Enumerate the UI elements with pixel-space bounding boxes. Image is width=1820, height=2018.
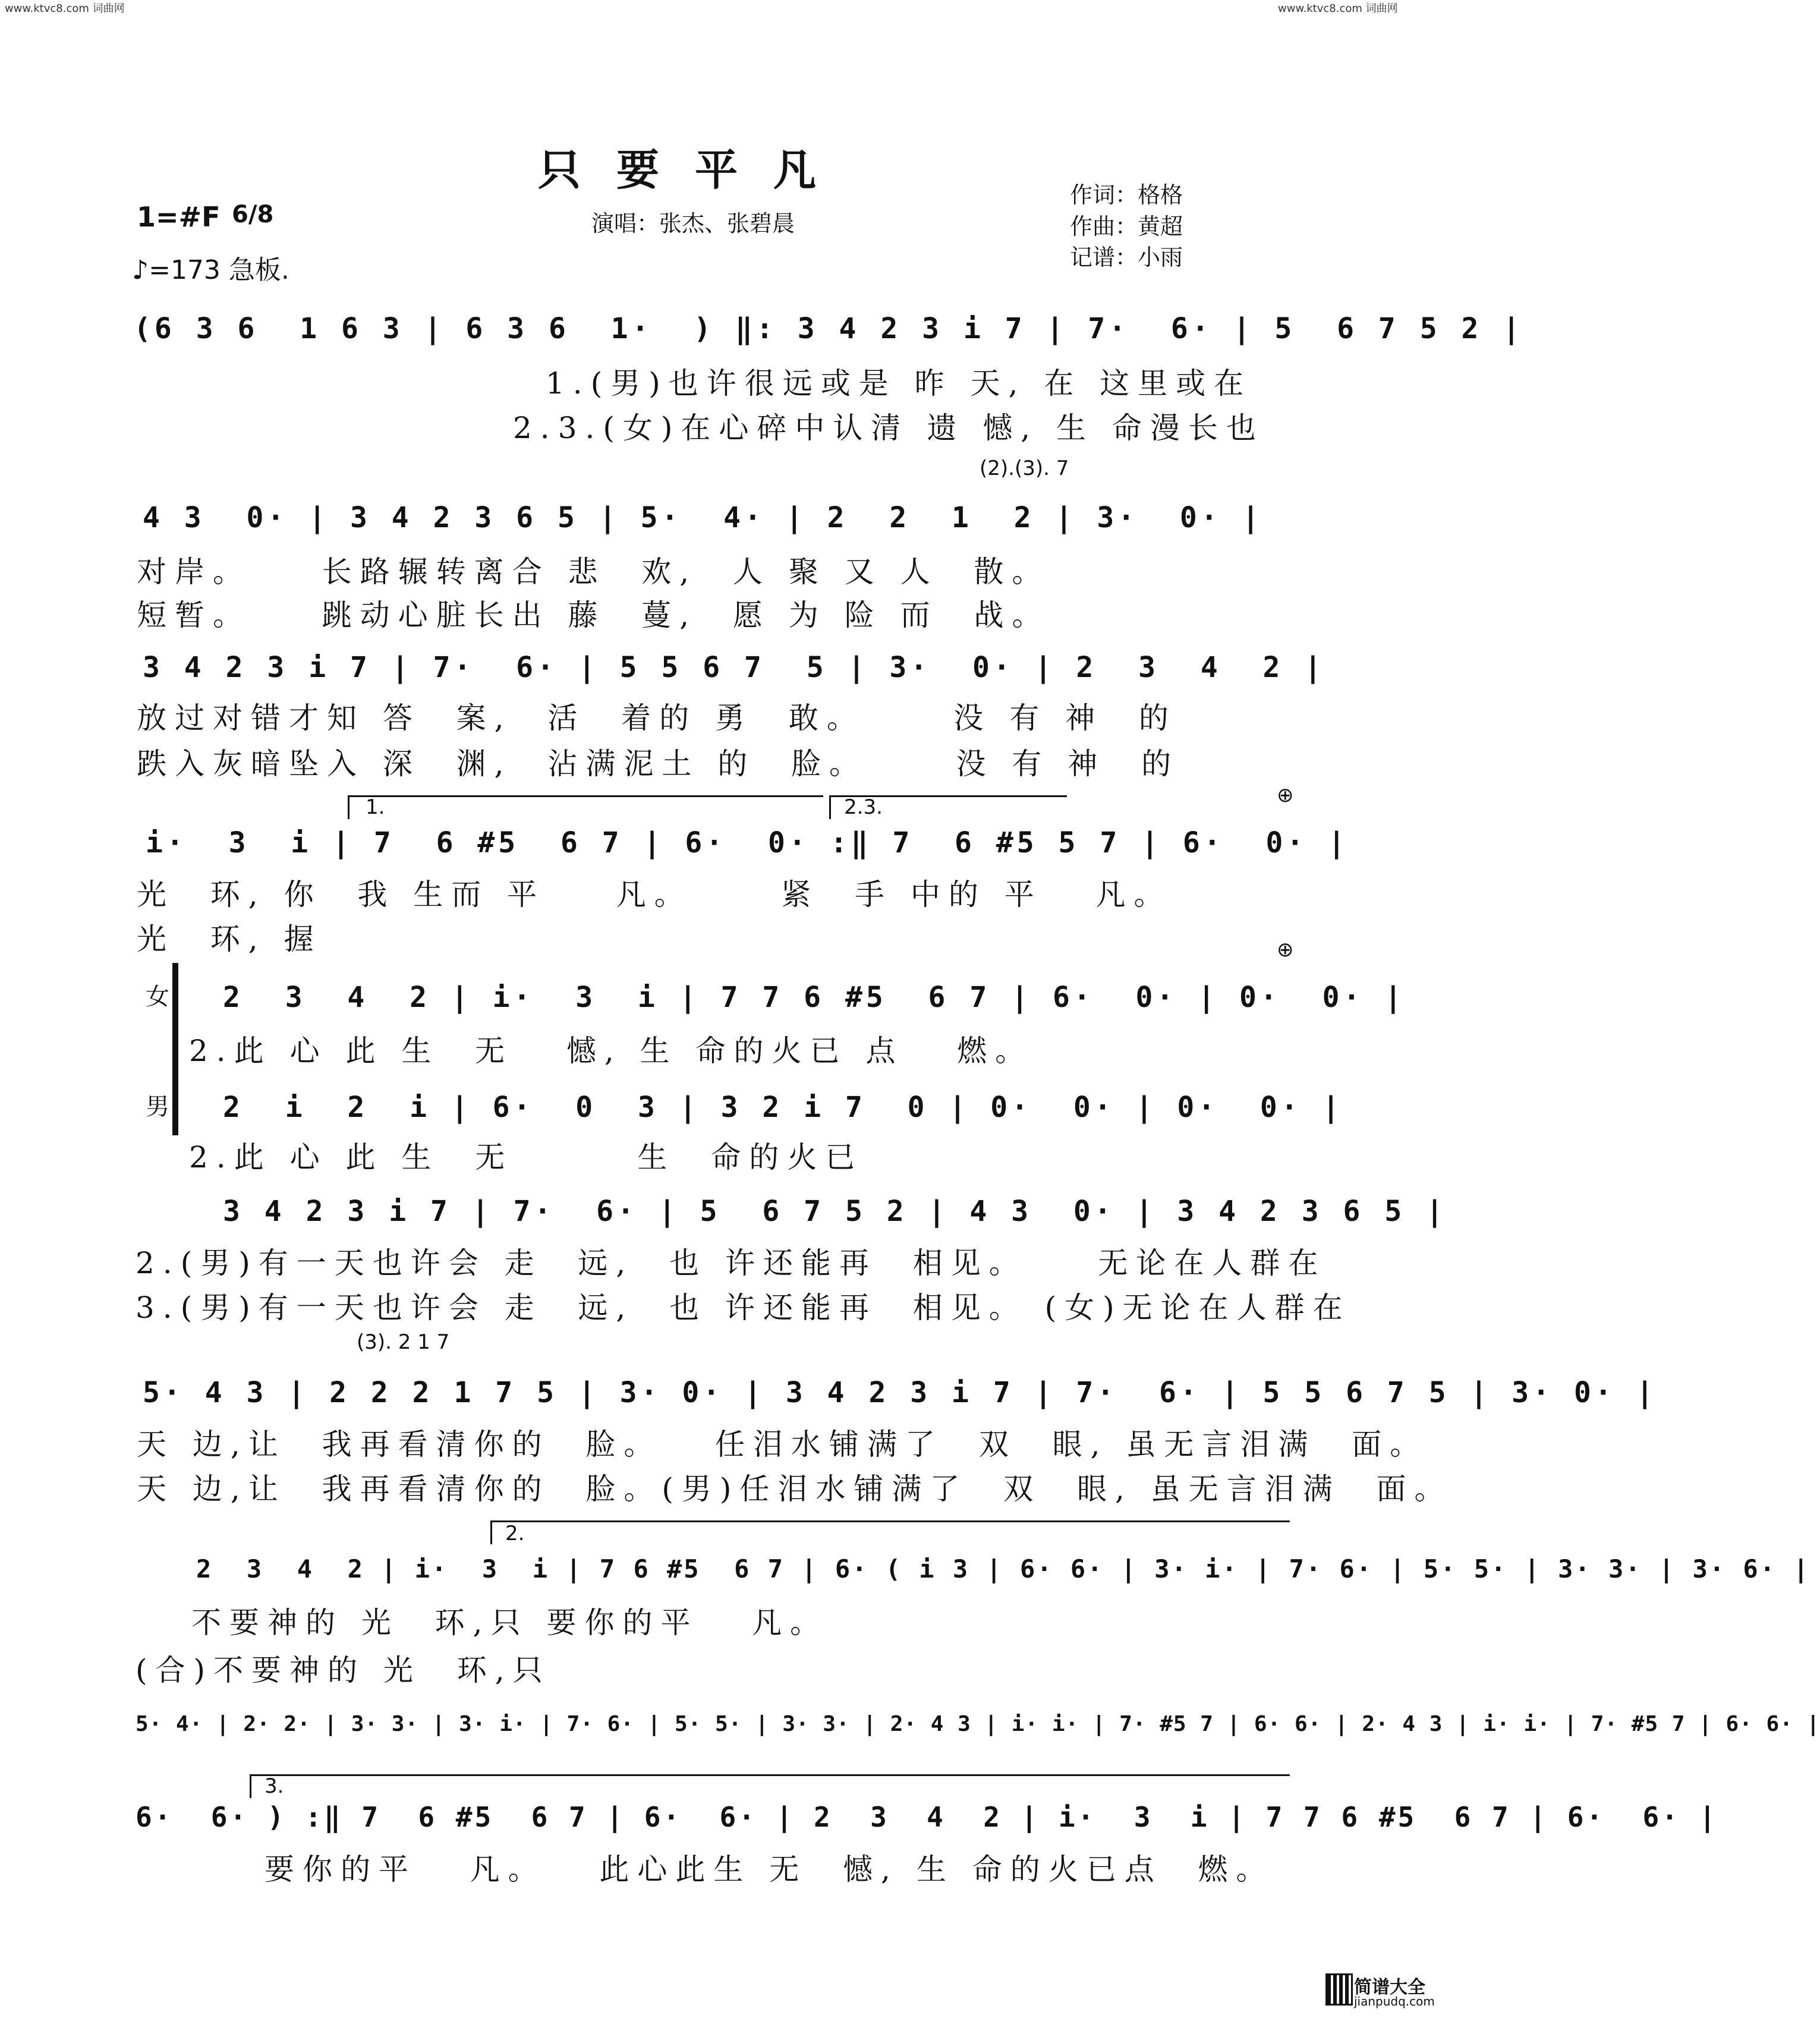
singers: 演唱：张杰、张碧晨 bbox=[591, 210, 795, 237]
system-bracket bbox=[172, 963, 178, 1135]
lyric-line: 1.(男)也许很远或是 昨 天, 在 这里或在 bbox=[546, 366, 1252, 401]
key-signature: 1=#F bbox=[137, 201, 221, 233]
lyric-line: (合)不要神的 光 环,只 bbox=[136, 1653, 551, 1688]
footer-logo-url: jianpudq.com bbox=[1354, 1994, 1435, 2008]
transcriber: 记谱：小雨 bbox=[1070, 244, 1183, 270]
song-title: 只要平凡 bbox=[538, 145, 852, 195]
coda-icon: ⊕ bbox=[1277, 938, 1294, 962]
notation-line: 5· 4 3 | 2 2 2 1 7 5 | 3· 0· | 3 4 2 3 i 7 | 7· 6· | 5 5 6 7 5 | 3· 0· | bbox=[143, 1376, 1657, 1409]
notation-line: (6 3 6 1 6 3 | 6 3 6 1· ) ‖: 3 4 2 3 i 7 | 7· 6· | 5 6 7 5 2 | bbox=[134, 312, 1524, 345]
notation-line: i· 3 i | 7 6 #5 6 7 | 6· 0· :‖ 7 6 #5 5 7 | 6· 0· | bbox=[146, 826, 1349, 860]
top-left-watermark: www.ktvc8.com 词曲网 bbox=[5, 2, 125, 15]
notation-line: 6· 6· ) :‖ 7 6 #5 6 7 | 6· 6· | 2 3 4 2 | i· 3 i | 7 7 6 #5 6 7 | 6· 6· | bbox=[136, 1801, 1718, 1833]
footer-logo-text: 简谱大全 bbox=[1354, 1977, 1425, 1998]
notation-line: 2 3 4 2 | i· 3 i | 7 6 #5 6 7 | 6· ( i 3 | 6· 6· | 3· i· | 7· 6· | 5· 5· | 3· 3· | 3· 6· | bbox=[196, 1554, 1810, 1583]
lyric-line: 跌入灰暗坠入 深 渊, 沾满泥土 的 脸。 没 有 神 的 bbox=[137, 747, 1180, 781]
lyric-line: 天 边,让 我再看清你的 脸。 任泪水铺满了 双 眼, 虽无言泪满 面。 bbox=[137, 1427, 1428, 1462]
composer: 作曲：黄超 bbox=[1070, 213, 1183, 240]
volta-3-label: 3. bbox=[265, 1774, 284, 1798]
volta-bracket bbox=[250, 1774, 1290, 1776]
tempo-mark: ♪=173 急板. bbox=[132, 255, 289, 285]
notation-line: 3 4 2 3 i 7 | 7· 6· | 5 5 6 7 5 | 3· 0· | 2 3 4 2 | bbox=[143, 651, 1325, 684]
notation-line: 3 4 2 3 i 7 | 7· 6· | 5 6 7 5 2 | 4 3 0· | 3 4 2 3 6 5 | bbox=[223, 1195, 1447, 1228]
volta-bracket bbox=[490, 1520, 1290, 1522]
lyric-line: 不要神的 光 环,只 要你的平 凡。 bbox=[191, 1605, 829, 1640]
volta-bracket bbox=[348, 795, 823, 797]
lyric-line: 要你的平 凡。 此心此生 无 憾, 生 命的火已点 燃。 bbox=[265, 1852, 1274, 1887]
male-lyrics: 2.此 心 此 生 无 生 命的火已 bbox=[189, 1140, 864, 1175]
volta-bracket-edge bbox=[348, 795, 349, 819]
volta-2-label: 2. bbox=[505, 1522, 525, 1545]
female-notation: 2 3 4 2 | i· 3 i | 7 7 6 #5 6 7 | 6· 0· | 0· 0· | bbox=[223, 981, 1406, 1014]
volta-bracket-edge bbox=[829, 795, 831, 819]
volta-bracket-edge bbox=[250, 1774, 251, 1798]
female-part-label: 女 bbox=[146, 983, 169, 1010]
lyric-line: 2.(男)有一天也许会 走 远, 也 许还能再 相见。 无论在人群在 bbox=[136, 1246, 1327, 1280]
time-signature: 6/8 bbox=[232, 201, 274, 228]
male-part-label: 男 bbox=[146, 1093, 169, 1120]
volta-1-label: 1. bbox=[366, 795, 385, 819]
ending-annotation: (2).(3). 7 bbox=[980, 457, 1069, 480]
coda-icon: ⊕ bbox=[1277, 783, 1294, 807]
volta-23-label: 2.3. bbox=[844, 795, 883, 819]
volta-bracket-edge bbox=[490, 1520, 492, 1544]
lyric-line: 3.(男)有一天也许会 走 远, 也 许还能再 相见。 (女)无论在人群在 bbox=[136, 1290, 1351, 1325]
lyric-line: 2.3.(女)在心碎中认清 遗 憾, 生 命漫长也 bbox=[513, 411, 1264, 445]
notation-line: 4 3 0· | 3 4 2 3 6 5 | 5· 4· | 2 2 1 2 | 3· 0· | bbox=[143, 501, 1263, 534]
lyric-line: 对岸。 长路辗转离合 悲 欢, 人 聚 又 人 散。 bbox=[137, 555, 1050, 589]
lyric-line: 放过对错才知 答 案, 活 着的 勇 敢。 没 有 神 的 bbox=[137, 701, 1177, 735]
lyric-line: 光 环, 你 我 生而 平 凡。 紧 手 中的 平 凡。 bbox=[137, 877, 1172, 912]
female-lyrics: 2.此 心 此 生 无 憾, 生 命的火已 点 燃。 bbox=[189, 1034, 1034, 1068]
piano-logo-icon bbox=[1325, 1973, 1353, 2006]
male-notation: 2 i 2 i | 6· 0 3 | 3 2 i 7 0 | 0· 0· | 0· 0· | bbox=[223, 1091, 1343, 1124]
lyric-line: 光 环, 握 bbox=[137, 922, 322, 956]
lyric-line: 天 边,让 我再看清你的 脸。(男)任泪水铺满了 双 眼, 虽无言泪满 面。 bbox=[137, 1472, 1453, 1506]
top-right-watermark: www.ktvc8.com 词曲网 bbox=[1278, 2, 1398, 15]
notation-line: 5· 4· | 2· 2· | 3· 3· | 3· i· | 7· 6· | 5· 5· | 3· 3· | 2· 4 3 | i· i· | 7· #5 7 | 6· 6· | 2· 4 3 | i· i· | 7· #5 7 | 6· 6· | bbox=[136, 1712, 1820, 1736]
lyric-line: 短暂。 跳动心脏长出 藤 蔓, 愿 为 险 而 战。 bbox=[137, 598, 1050, 632]
ending-annotation: (3). 2 1 7 bbox=[357, 1330, 450, 1354]
lyricist: 作词：格格 bbox=[1070, 182, 1183, 208]
